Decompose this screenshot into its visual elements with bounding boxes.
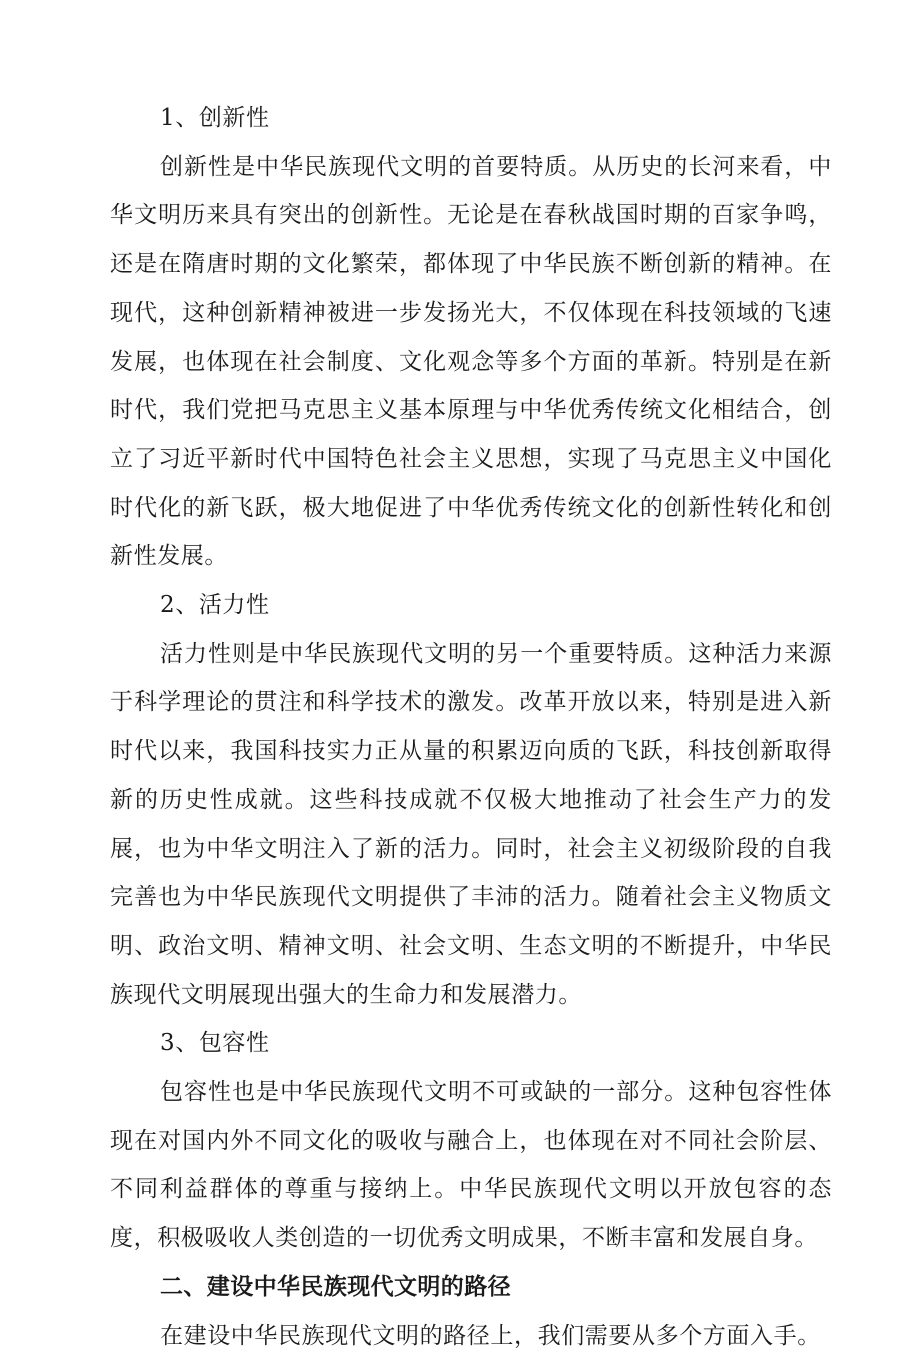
document-body	[110, 94, 832, 1360]
paragraph-inclusiveness: 包容性也是中华民族现代文明不可或缺的一部分。这种包容性体现在对国内外不同文化的吸收与融合上，也体现在对不同社会阶层、不同利益群体的尊重与接纳上。中华民族现代文明以开放包容的态度，积极吸收人类创造的一切优秀文明成果，不断丰富和发展自身。	[110, 1079, 832, 1252]
subheading-vitality: 2、活力性	[160, 592, 270, 619]
subheading-innovation: 1、创新性	[160, 105, 270, 131]
paragraph-innovation: 创新性是中华民族现代文明的首要特质。从历史的长河来看，中华文明历来具有突出的创新性。无论是在春秋战国时期的百家争鸣，还是在隋唐时期的文化繁荣，都体现了中华民族不断创新的精神。在现代，这种创新精神被进一步发扬光大，不仅体现在科技领域的飞速发展，也体现在社会制度、文化观念等多个方面的革新。特别是在新时代，我们党把马克思主义基本原理与中华优秀传统文化相结合，创立了习近平新时代中国特色社会主义思想，实现了马克思主义中国化时代化的新飞跃，极大地促进了中华优秀传统文化的创新性转化和创新性发展。	[110, 153, 832, 570]
paragraph-vitality: 活力性则是中华民族现代文明的另一个重要特质。这种活力来源于科学理论的贯注和科学技术的激发。改革开放以来，特别是进入新时代以来，我国科技实力正从量的积累迈向质的飞跃，科技创新取得新的历史性成就。这些科技成就不仅极大地推动了社会生产力的发展，也为中华文明注入了新的活力。同时，社会主义初级阶段的自我完善也为中华民族现代文明提供了丰沛的活力。随着社会主义物质文明、政治文明、精神文明、社会文明、生态文明的不断提升，中华民族现代文明展现出强大的生命力和发展潜力。	[110, 640, 832, 1008]
subheading-inclusiveness: 3、包容性	[160, 1030, 270, 1057]
paragraph-path: 在建设中华民族现代文明的路径上，我们需要从多个方面入手。	[160, 1322, 821, 1349]
section-heading-path: 二、建设中华民族现代文明的路径	[160, 1273, 511, 1300]
